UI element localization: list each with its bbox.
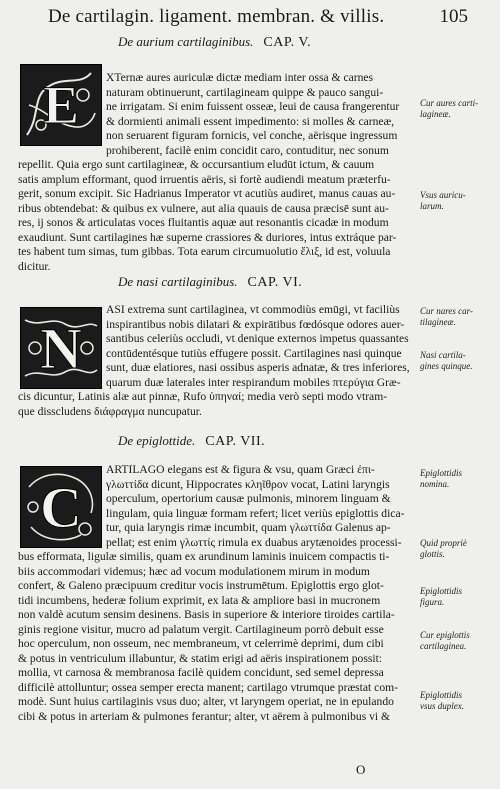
margin-note-line: Vsus auricu- <box>420 190 466 200</box>
chapter-title: De nasi cartilaginibus. <box>118 274 238 289</box>
text-line: ARTILAGO elegans est & figura & vsu, quam Græci ἐπι- <box>106 463 375 476</box>
margin-note-line: tilagineæ. <box>420 317 456 327</box>
chapter-heading <box>118 34 311 51</box>
margin-note-line: figura. <box>420 597 445 607</box>
text-line: & potus in ventriculum illabuntur, & statim erigi ad aëris inspirationem possit: <box>18 651 383 665</box>
chapter-title: De epiglottide. <box>118 433 196 448</box>
text-line: operculum, opertorium causæ pulmonis, minorem linguam & <box>106 492 391 505</box>
text-line: tidi incumbens, hederæ folium exprimit, ex lata & ampliore basi in mucronem <box>18 593 381 607</box>
chapter-heading <box>118 433 265 450</box>
chapter-number: CAP. V. <box>263 35 312 50</box>
margin-note-line: nomina. <box>420 479 450 489</box>
margin-note <box>420 586 498 608</box>
chapter-heading <box>118 274 302 291</box>
margin-note <box>420 630 498 652</box>
text-line: bus efformata, ligulæ similis, quam ex arundinum laminis inuicem compactis ti- <box>18 550 390 563</box>
text-line: & dormienti animali essent impedimento: si molles & carneæ, <box>106 114 395 128</box>
text-line: biis accommodari videmus; hæc ad vocum modulationem mirum in modum <box>18 564 370 578</box>
text-line: tur, quia laryngis rimæ incumbit, quam γλωττίδα Galenus ap- <box>106 521 391 534</box>
text-line: hoc operculum, non osseum, nec membraneum, vt celerrimè deprimi, dum cibi <box>18 637 384 650</box>
text-line: ginis regione visitur, mucro ad palatum vergit. Cartilagineum porrò debuit esse <box>18 622 384 636</box>
chapter-title: De aurium cartilaginibus. <box>118 34 254 49</box>
margin-note-line: Cur epiglottis <box>420 630 470 640</box>
margin-note-line: larum. <box>420 201 444 211</box>
text-line: confert, & Galeno præcipuum creditur vocis instrumētum. Epiglottis ergo glot- <box>18 579 384 592</box>
chapter-body <box>18 463 415 724</box>
margin-note-line: Epiglottidis <box>420 586 463 596</box>
page-number: 105 <box>439 6 468 27</box>
margin-note-line: cartilaginea. <box>420 641 467 651</box>
text-line: modè. Sunt huius cartilaginis vsus duo; alter, vt laryngem operiat, ne in epulando <box>18 695 394 708</box>
signature-mark: O <box>356 762 366 777</box>
margin-note-line: vsus duplex. <box>420 701 464 711</box>
chapter-number: CAP. VI. <box>247 275 303 290</box>
chapter-body <box>18 303 415 419</box>
text-line: difficilè attolluntur; ossea semper erecta manent; cartilago vtrumque præstat com- <box>18 680 398 694</box>
margin-note-line: Nasi cartila- <box>420 350 466 360</box>
text-line: pellat; est enim γλωττίς rimula ex duabus arytænoides processi- <box>106 535 402 549</box>
margin-note-line: Cur nares car- <box>420 306 473 316</box>
text-line: non valdè acutum sensim desinens. Basis in superiore & interiore tiroides cartila- <box>18 608 395 621</box>
margin-note <box>420 468 498 490</box>
text-line: ne irrigatam. Si enim fuissent osseæ, leui de causa frangerentur <box>106 100 400 113</box>
text-line: prohiberent, facilè enim concidit caro, contuditur, nec sonum <box>106 143 389 157</box>
margin-note-line: lagineæ. <box>420 109 451 119</box>
margin-note <box>420 190 498 212</box>
margin-note-line: Cur aures carti- <box>420 98 479 108</box>
margin-note <box>420 690 498 712</box>
margin-note-line: glottis. <box>420 549 445 559</box>
chapter-number: CAP. VII. <box>205 434 266 449</box>
text-line: ASI extrema sunt cartilaginea, vt commodiùs emūgi, vt faciliùs <box>106 303 400 316</box>
text-line: santibus celeriùs occludi, vt denique externos impetus quassantes <box>106 332 409 345</box>
text-line: exaudiunt. Sunt cartilagines hæ superne crassiores & duriores, intus extráque par- <box>18 230 397 244</box>
text-line: cibi & potus in arteriam & pulmones ferantur; alter, vt aërem à pulmonibus vi & <box>18 709 391 723</box>
text-line: dicitur. <box>18 259 51 273</box>
text-line: ribus obtendebat: & quibus ex vulnere, aut alia quauis de causa præcisē sunt au- <box>18 201 389 215</box>
text-line: que disscludens διάφραγμα nuncupatur. <box>18 404 202 418</box>
running-header <box>48 6 468 30</box>
text-line: non seruarent figuram fornicis, vel conche, aërisque ingressum <box>106 129 398 142</box>
text-line: quarum duæ laterales inter respirandum mobiles πτερύγια Græ- <box>106 375 401 389</box>
text-line: mollia, vt carnosa & membranosa facilè quidem concidunt, sed semel depressa <box>18 666 384 679</box>
svg-text:N: N <box>40 316 82 381</box>
text-line: cis dicuntur, Latinis alæ aut pinnæ, Rufo ὑπηναί; media verò septi modo vtram- <box>18 390 388 403</box>
margin-note-line: Epiglottidis <box>420 468 463 478</box>
text-line: naturam obtinuerunt, cartilagineam quippe & pauco sangui- <box>106 85 384 99</box>
text-line: γλωττίδα dicunt, Hippocrates κληῖθρον vocat, Latini laryngis <box>106 477 390 491</box>
text-line: contūdentésque tutiùs effugere possit. Cartilagines nasi quinque <box>106 346 402 360</box>
text-line: repellit. Quia ergo sunt cartilagineæ, & occursantium eludūt ictum, & cauum <box>18 158 375 171</box>
margin-note-line: Epiglottidis <box>420 690 463 700</box>
svg-text:E: E <box>42 75 80 135</box>
margin-note <box>420 538 498 560</box>
svg-text:C: C <box>40 475 82 540</box>
running-title: De cartilagin. ligament. membran. & villis. <box>48 6 385 27</box>
text-line: sunt, duæ elatiores, nasi ossibus asperis adnatæ, & tres inferiores, <box>106 361 410 374</box>
margin-note <box>420 306 498 328</box>
text-line: lingulam, quia linguæ formam refert; licet veriùs epiglottis dica- <box>106 506 405 520</box>
margin-note-line: gines quinque. <box>420 361 473 371</box>
text-line: XTernæ aures auriculæ dictæ mediam inter ossa & carnes <box>106 71 374 84</box>
text-line: inspirantibus nobis dilatari & expirātibus fœdósque odores auer- <box>106 317 405 331</box>
text-line: gerit, sonum excipit. Sic Hadrianus Imperator vt acutiùs audiret, manus cauas au- <box>18 187 396 200</box>
margin-note <box>420 98 498 120</box>
chapter-body <box>18 71 415 274</box>
text-line: satis amplum efformant, quod irruentis aëris, si fortè audiendi meatum præterfu- <box>18 172 391 186</box>
margin-note <box>420 350 498 372</box>
text-line: tes habent tum simas, tum gibbas. Tota earum circumuolutio ἕλιξ, id est, voluula <box>18 245 391 258</box>
text-line: res, ij sonos & articulatas voces fluitantis aquæ aut resonantis cicadæ in modum <box>18 216 389 229</box>
margin-note-line: Quid propriè <box>420 538 467 548</box>
